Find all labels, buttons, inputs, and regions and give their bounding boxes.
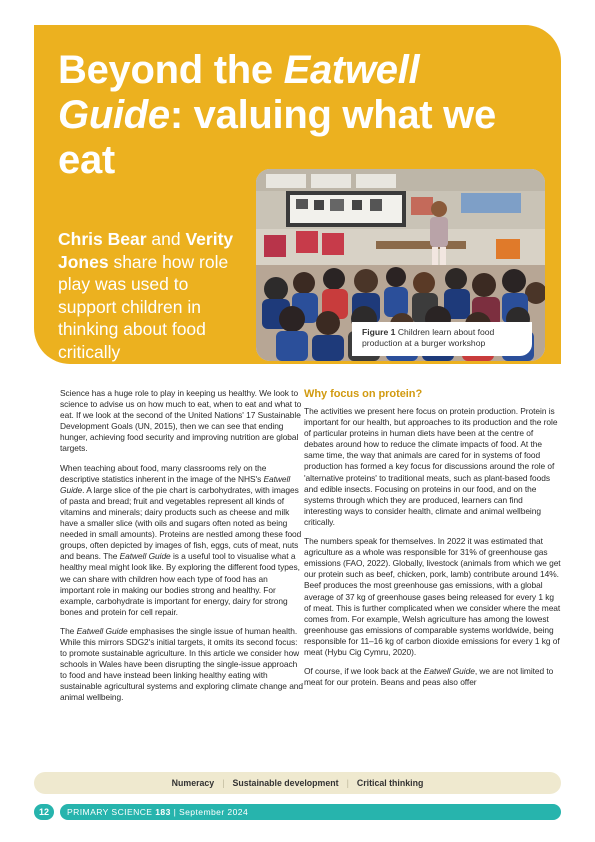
standfirst: Chris Bear and Verity Jones share how role play was used to support children in thinking about food critically [58, 229, 234, 362]
tag-sustainable-development: Sustainable development [232, 778, 339, 788]
paragraph: The activities we present here focus on protein production. Protein is important for our health, but approaches to its production and the role of particular proteins in human diets have been at the centre of debates around how to reduce the climate impacts of food. At the same time, the way that animals are cared for in systems of food production has formed a key focus for discussions around the role of 'alternative proteins' to traditional meats, such as plant-based foods and edible insects. Focusing on proteins in our food, and on the systems through which they are produced, learners can find interesting ways to consider health, climate and animal wellbeing critically. [304, 406, 558, 527]
tag-separator: | [346, 778, 349, 788]
paragraph: The numbers speak for themselves. In 2022 it was estimated that agriculture as a whole was responsible for 31% of greenhouse gas emissions (FAO, 2022). Globally, livestock (animals from which we get our protein such as beef, chicken, pork, lamb) contribute around 14%. Beef produces the most greenhouse gas emissions, with a global average of 37 kg of greenhouse gases being released for every 1 kg of meat. This is further complicated when we consider where the meat comes from. For example, Welsh agriculture has among the lowest greenhouse gas emissions of comparable systems worldwide, being responsible for 11–16 kg of carbon dioxide emissions for every 1 kg of meat (Hybu Cig Cymru, 2020). [304, 536, 561, 657]
publication-footer: PRIMARY SCIENCE 183 | September 2024 [60, 804, 561, 820]
author-name: Verity Jones [58, 229, 234, 272]
article-title: Beyond the Eatwell Guide: valuing what we eat [58, 48, 496, 182]
author-name: Chris Bear [58, 229, 147, 249]
paragraph: Science has a huge role to play in keeping us healthy. We look to science to advise us on how much to eat, when to eat and what to eat. If we look at the second of the United Nations' 17 Sustainable Development Goals (UN, 2015), then we can see that ending hunger, achieving food security and improving nutrition are global targets. [60, 388, 302, 454]
figure-label: Figure 1 [362, 327, 396, 337]
paragraph: When teaching about food, many classrooms rely on the descriptive statistics inherent in the image of the NHS's Eatwell Guide. A large slice of the pie chart is carbohydrates, with images of pasta and bread; fruit and vegetables represent all kinds of vitamins and minerals; dairy products such as cheese and milk have a smaller slice (with oils and sugars often noted as being needed in small amounts). Proteins are nestled among these food groups, often depicted by images of fish, eggs, cuts of meat, nuts and beans. The Eatwell Guide is a useful tool to visualise what a healthy meal might look like. By exploring the different food types, we can share with children how each type of food has an important role in making our bodies strong and healthy. For example, carbohydrate is important for energy, dairy for strong bones and protein for cell repair. [60, 462, 302, 617]
paragraph: The Eatwell Guide emphasises the single issue of human health. While this mirrors SDG2's initial targets, it omits its second focus: to promote sustainable agriculture. In this article we consider how schools in Wales have been disrupting the single-issue approach to food and have instead been linking healthy eating with sustainable agricultural systems and exploring climate change and animal wellbeing. [60, 625, 304, 703]
figure-caption: Figure 1 Children learn about food production at a burger workshop [362, 327, 495, 348]
right-column [304, 388, 562, 696]
section-heading: Why focus on protein? [304, 388, 423, 400]
paragraph: Of course, if we look back at the Eatwell Guide, we are not limited to meat for our protein. Beans and peas also offer [304, 666, 554, 688]
tag-separator: | [222, 778, 225, 788]
tag-numeracy: Numeracy [171, 778, 215, 788]
page-number: 12 [34, 804, 54, 820]
tag-critical-thinking: Critical thinking [356, 778, 424, 788]
left-column [60, 388, 304, 712]
curriculum-tags [34, 772, 561, 794]
